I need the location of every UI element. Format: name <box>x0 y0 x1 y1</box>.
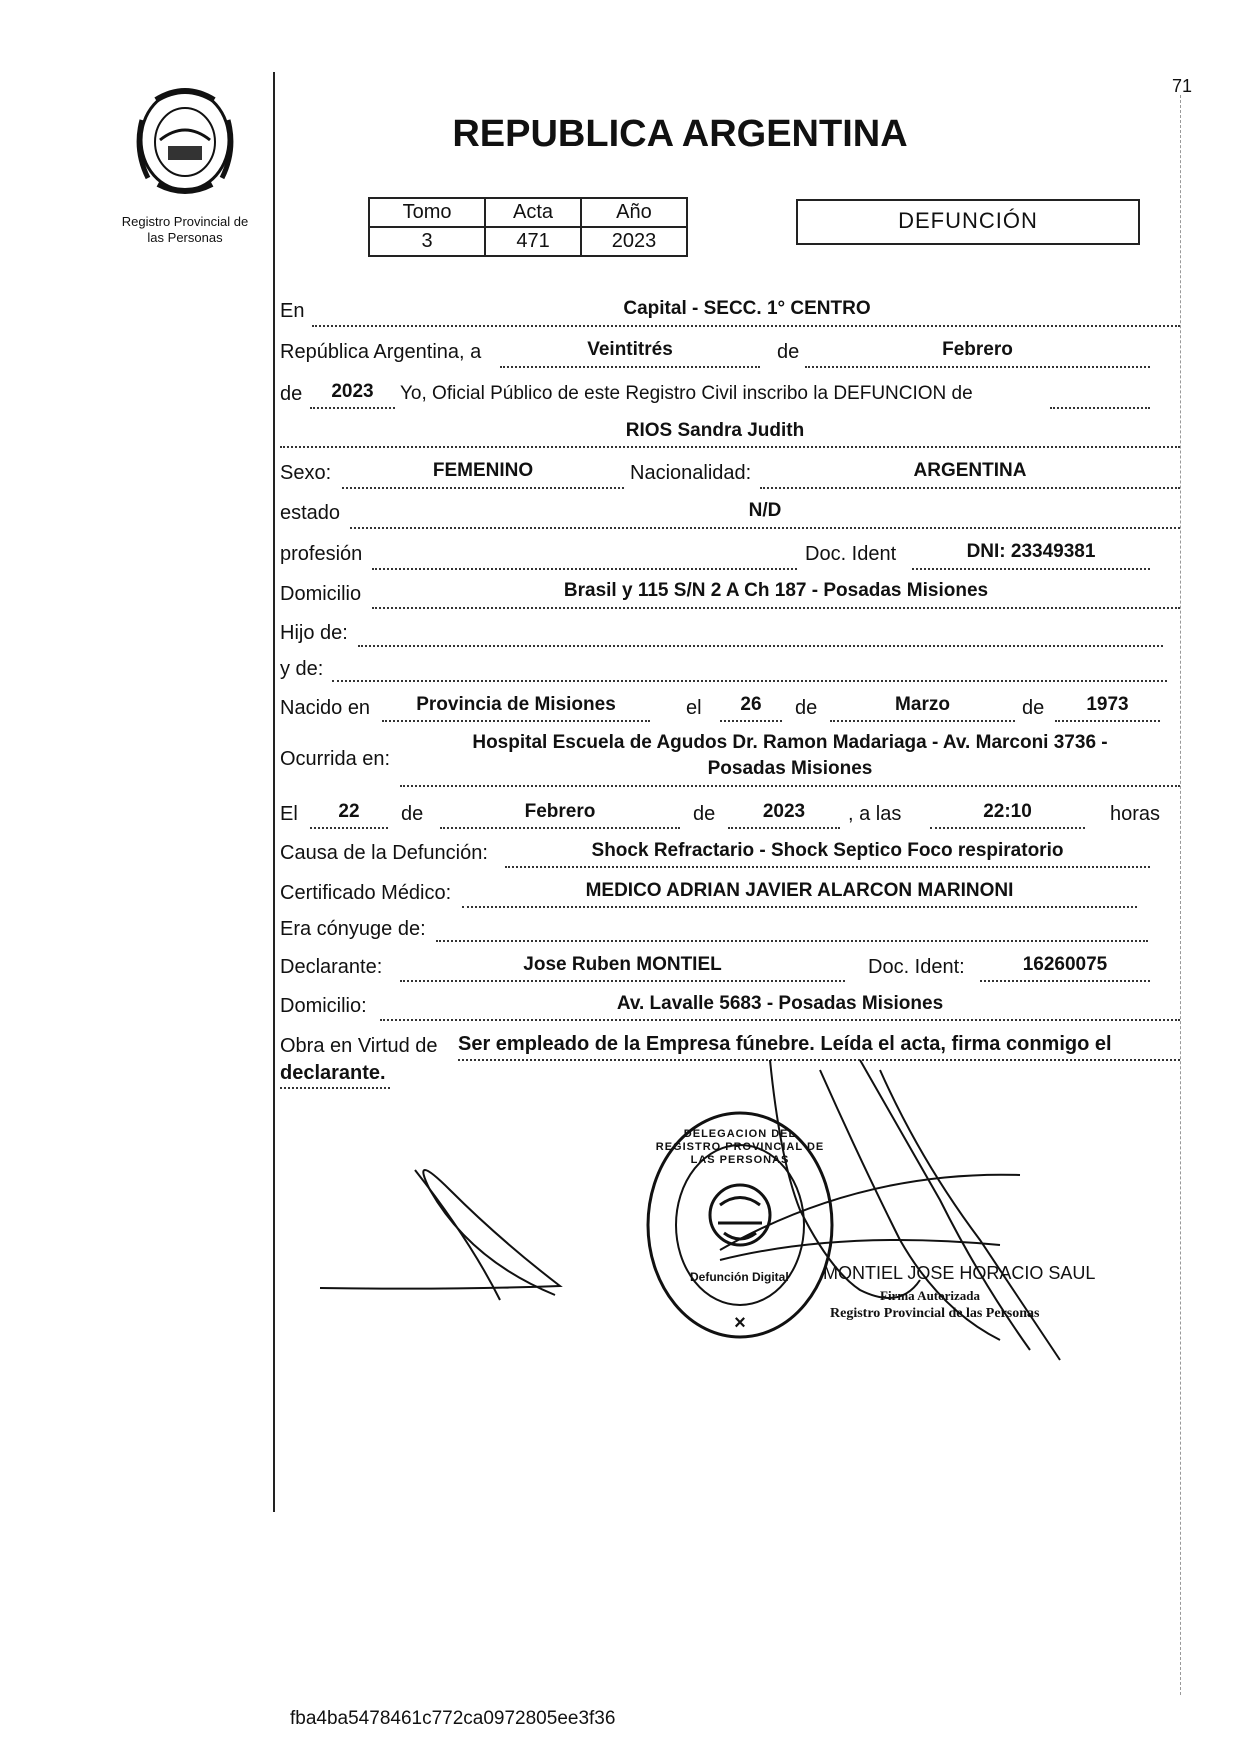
decl-doc-value: 16260075 <box>1022 954 1108 975</box>
dotted-line <box>350 527 1180 529</box>
dotted-line <box>912 568 1150 570</box>
dotted-line <box>382 720 650 722</box>
dotted-line <box>400 785 1180 787</box>
fecha-dia: 22 <box>338 801 360 822</box>
de-label: de <box>280 383 303 405</box>
conyuge-label: Era cónyuge de: <box>280 918 426 940</box>
decl-domicilio-value: Av. Lavalle 5683 - Posadas Misiones <box>616 993 944 1014</box>
obra-text1: Ser empleado de la Empresa fúnebre. Leída el acta, firma conmigo el <box>458 1033 1112 1055</box>
causa-label: Causa de la Defunción: <box>280 842 488 864</box>
registry-line1: Registro Provincial de <box>121 214 249 229</box>
nacido-mes: Marzo <box>895 694 950 715</box>
republica-label: República Argentina, a <box>280 341 482 363</box>
obra-text2: declarante. <box>280 1062 386 1084</box>
dotted-line <box>312 325 1180 327</box>
dotted-line <box>440 827 680 829</box>
declarante-value: Jose Ruben MONTIEL <box>523 954 722 975</box>
dotted-line <box>462 906 1137 908</box>
anio-value: 2023 <box>581 227 687 256</box>
tomo-header: Tomo <box>369 198 485 227</box>
dotted-line <box>342 487 624 489</box>
document-title: REPUBLICA ARGENTINA <box>452 113 908 155</box>
hora-value: 22:10 <box>983 801 1032 822</box>
domicilio-label: Domicilio <box>280 583 362 605</box>
stamp-text: DELEGACION DEL REGISTRO PROVINCIAL DE LAS PERSONAS <box>655 1128 825 1166</box>
svg-text:×: × <box>734 1312 746 1334</box>
acta-header: Acta <box>485 198 581 227</box>
de-label: de <box>795 697 818 719</box>
dotted-line <box>930 827 1085 829</box>
handwritten-signatures <box>300 1040 1100 1380</box>
dotted-line <box>728 827 840 829</box>
estado-value: N/D <box>748 500 782 521</box>
dotted-line <box>310 407 395 409</box>
fecha-mes: Febrero <box>524 801 596 822</box>
fecha-anio: 2023 <box>762 801 806 822</box>
dotted-line <box>372 568 797 570</box>
day-written: Veintitrés <box>587 339 673 360</box>
dotted-line <box>358 645 1163 647</box>
dotted-line <box>380 1019 1180 1021</box>
profesion-label: profesión <box>280 543 363 565</box>
sexo-value: FEMENINO <box>432 460 534 481</box>
dotted-line <box>332 680 1167 682</box>
page-number: 71 <box>1172 76 1193 96</box>
nacionalidad-label: Nacionalidad: <box>630 462 752 484</box>
anio-header: Año <box>581 198 687 227</box>
estado-label: estado <box>280 502 341 524</box>
causa-value: Shock Refractario - Shock Septico Foco respiratorio <box>591 840 1064 861</box>
left-margin-line <box>273 72 275 1512</box>
certificado-value: MEDICO ADRIAN JAVIER ALARCON MARINONI <box>585 880 1014 901</box>
sexo-label: Sexo: <box>280 462 332 484</box>
deceased-name: RIOS Sandra Judith <box>625 420 805 441</box>
decl-domicilio-label: Domicilio: <box>280 995 367 1017</box>
year: 2023 <box>331 381 374 402</box>
dotted-line <box>505 866 1150 868</box>
hijo-label: Hijo de: <box>280 622 348 644</box>
certificado-label: Certificado Médico: <box>280 882 452 904</box>
ocurrida-line2: Posadas Misiones <box>707 758 873 779</box>
decl-doc-label: Doc. Ident: <box>868 956 965 978</box>
dotted-line <box>1050 407 1150 409</box>
right-margin-line <box>1180 95 1181 1695</box>
misiones-emblem <box>128 80 242 198</box>
dotted-line <box>400 980 845 982</box>
document-hash: fba4ba5478461c772ca0972805ee3f36 <box>290 1708 616 1729</box>
nacido-anio: 1973 <box>1086 694 1129 715</box>
month: Febrero <box>942 339 1013 360</box>
yde-label: y de: <box>280 658 324 680</box>
inscribo-text: Yo, Oficial Público de este Registro Civil inscribo la DEFUNCION de <box>400 383 973 404</box>
nacido-lugar: Provincia de Misiones <box>416 694 616 715</box>
dotted-line <box>500 366 760 368</box>
el-label: el <box>686 697 702 719</box>
horas-label: horas <box>1110 803 1161 825</box>
dotted-line <box>1055 720 1160 722</box>
dotted-line <box>980 980 1150 982</box>
de-label: de <box>693 803 716 825</box>
declarante-label: Declarante: <box>280 956 383 978</box>
en-value: Capital - SECC. 1° CENTRO <box>623 298 871 319</box>
nacionalidad-value: ARGENTINA <box>913 460 1027 481</box>
dotted-line <box>805 366 1150 368</box>
record-type-box: DEFUNCIÓN <box>796 199 1140 245</box>
dotted-line <box>720 720 782 722</box>
ocurrida-line1: Hospital Escuela de Agudos Dr. Ramon Madariaga - Av. Marconi 3736 - <box>472 732 1108 753</box>
nacido-label: Nacido en <box>280 697 371 719</box>
dotted-line <box>830 720 1015 722</box>
ocurrida-label: Ocurrida en: <box>280 748 391 770</box>
acta-value: 471 <box>485 227 581 256</box>
de-label: de <box>401 803 424 825</box>
dotted-line <box>436 940 1148 942</box>
nacido-dia: 26 <box>740 694 762 715</box>
signer-role: Firma Autorizada <box>880 1288 981 1303</box>
stamp-inner-text: Defunción Digital <box>690 1270 789 1284</box>
de-label: de <box>1022 697 1045 719</box>
tomo-value: 3 <box>369 227 485 256</box>
registry-line2: las Personas <box>147 230 223 245</box>
de-label: de <box>777 341 800 363</box>
alas-label: , a las <box>848 803 902 825</box>
dotted-line <box>372 607 1180 609</box>
domicilio-value: Brasil y 115 S/N 2 A Ch 187 - Posadas Misiones <box>563 580 989 601</box>
signer-name: MONTIEL JOSE HORACIO SAUL <box>823 1263 1096 1283</box>
doc-ident-value: DNI: 23349381 <box>966 541 1096 562</box>
signer-org: Registro Provincial de las Personas <box>830 1306 1040 1321</box>
dotted-line <box>280 446 1180 448</box>
doc-ident-label: Doc. Ident <box>805 543 897 565</box>
dotted-line <box>310 827 388 829</box>
book-table <box>368 197 688 257</box>
el-cap-label: El <box>280 803 298 825</box>
obra-label: Obra en Virtud de <box>280 1035 438 1057</box>
en-label: En <box>280 300 305 322</box>
dotted-line <box>760 487 1180 489</box>
